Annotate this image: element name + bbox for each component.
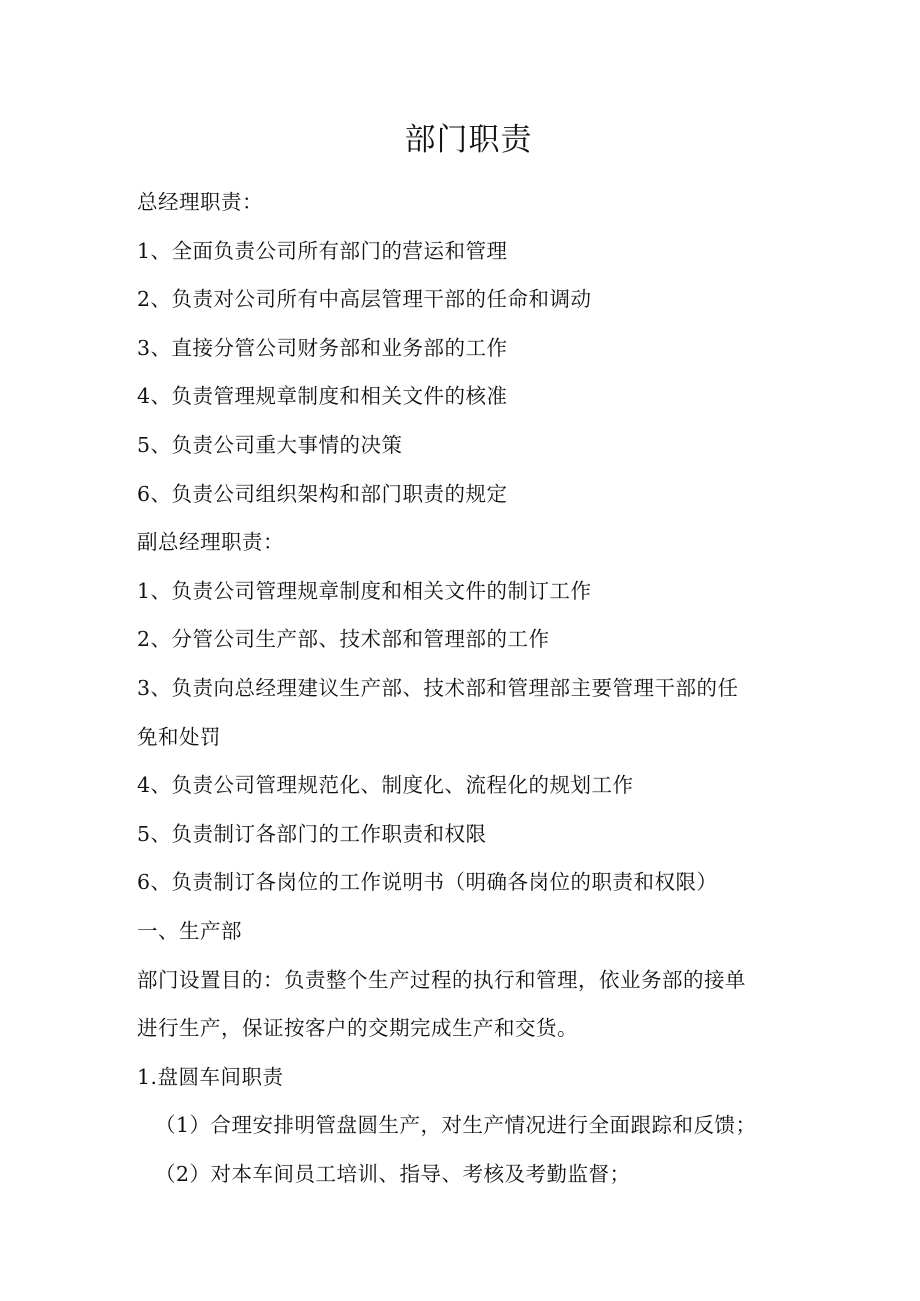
gm-duty-4: 4、负责管理规章制度和相关文件的核准	[137, 384, 508, 409]
gm-duty-5: 5、负责公司重大事情的决策	[137, 432, 403, 457]
deputy-duty-4: 4、负责公司管理规范化、制度化、流程化的规划工作	[137, 773, 634, 798]
gm-duty-3: 3、直接分管公司财务部和业务部的工作	[137, 335, 508, 360]
coil-workshop-duty-2: （2）对本车间员工培训、指导、考核及考勤监督；	[155, 1161, 631, 1186]
deputy-duty-6: 6、负责制订各岗位的工作说明书（明确各岗位的职责和权限）	[137, 870, 718, 895]
gm-duty-2: 2、负责对公司所有中高层管理干部的任命和调动	[137, 287, 592, 312]
deputy-duty-1: 1、负责公司管理规章制度和相关文件的制订工作	[137, 578, 592, 603]
deputy-duty-2: 2、分管公司生产部、技术部和管理部的工作	[137, 627, 550, 652]
coil-workshop-duty-1: （1）合理安排明管盘圆生产，对生产情况进行全面跟踪和反馈；	[155, 1113, 757, 1138]
deputy-duty-5: 5、负责制订各部门的工作职责和权限	[137, 821, 487, 846]
section-heading-deputy-gm: 副总经理职责：	[137, 530, 284, 555]
gm-duty-6: 6、负责公司组织架构和部门职责的规定	[137, 481, 508, 506]
gm-duty-1: 1、全面负责公司所有部门的营运和管理	[137, 238, 508, 263]
document-title: 部门职责	[404, 122, 533, 158]
deputy-duty-3: 3、负责向总经理建议生产部、技术部和管理部主要管理干部的任	[137, 675, 739, 700]
production-purpose-continued: 进行生产，保证按客户的交期完成生产和交货。	[137, 1016, 578, 1041]
section-heading-production: 一、生产部	[137, 918, 242, 943]
production-purpose: 部门设置目的：负责整个生产过程的执行和管理，依业务部的接单	[137, 967, 746, 992]
subsection-heading-coil-workshop: 1.盘圆车间职责	[137, 1064, 284, 1089]
section-heading-gm: 总经理职责：	[137, 190, 263, 214]
deputy-duty-3-continued: 免和处罚	[137, 724, 221, 749]
